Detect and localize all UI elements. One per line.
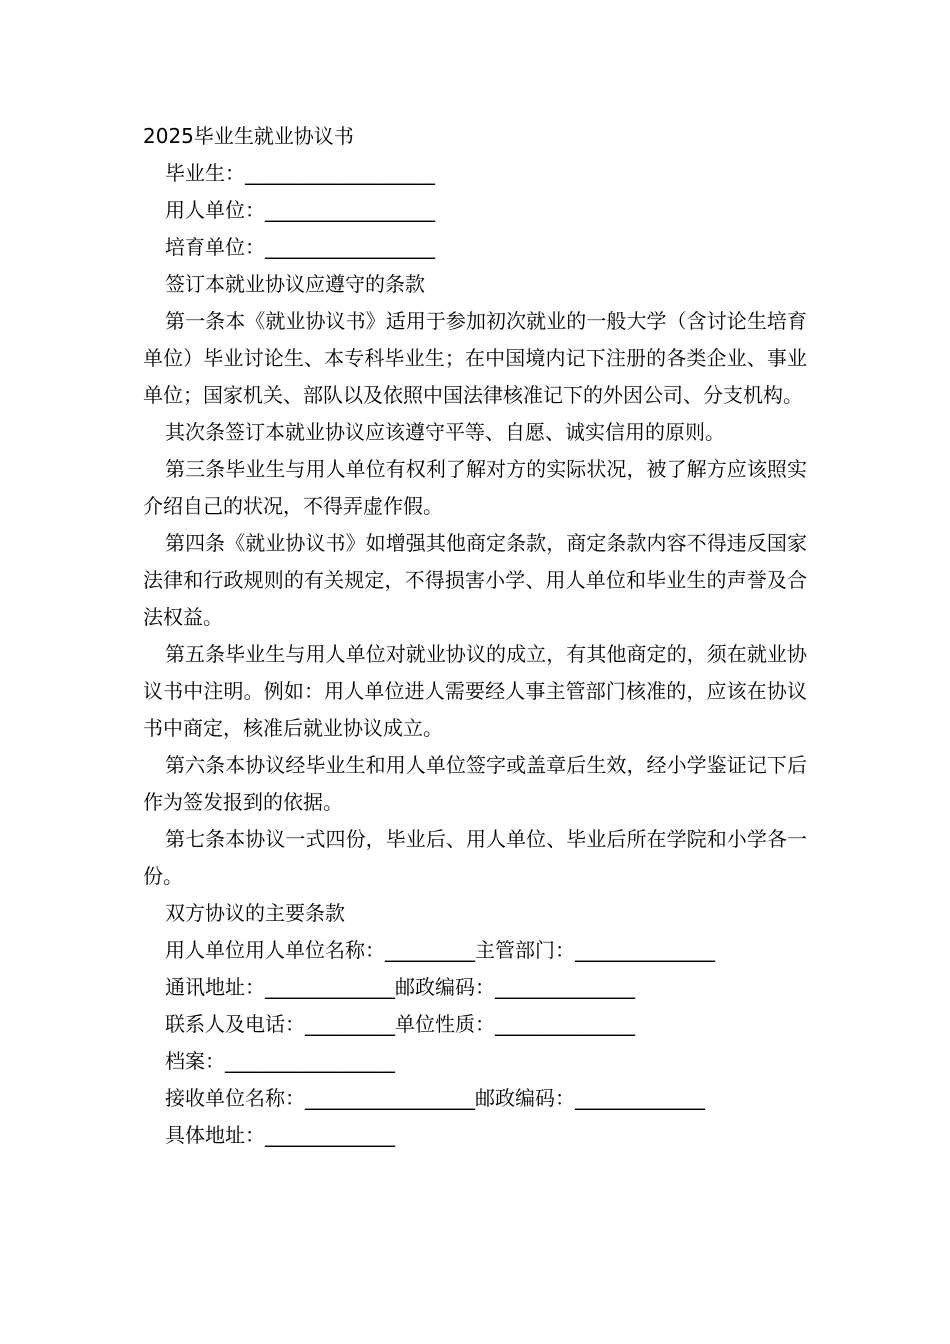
document-title: 2025毕业生就业协议书 xyxy=(143,124,354,148)
field-employer: 用人单位：_________________ xyxy=(165,198,435,222)
article-6: 第六条本协议经毕业生和用人单位签字或盖章后生效，经小学鉴证记下后作为签发报到的依据。 xyxy=(143,753,807,814)
article-5: 第五条毕业生与用人单位对就业协议的成立，有其他商定的，须在就业协议书中注明。例如：用人单位进人需要经人事主管部门核准的，应该在协议书中商定，核准后就业协议成立。 xyxy=(143,642,807,740)
article-4: 第四条《就业协议书》如增强其他商定条款，商定条款内容不得违反国家法律和行政规则的有关规定，不得损害小学、用人单位和毕业生的声誉及合法权益。 xyxy=(143,531,807,629)
form-line-employer-name: 用人单位用人单位名称：_________主管部门：______________ xyxy=(165,938,715,962)
field-graduate: 毕业生：___________________ xyxy=(165,161,435,185)
article-3: 第三条毕业生与用人单位有权利了解对方的实际状况，被了解方应该照实介绍自己的状况，不得弄虚作假。 xyxy=(143,457,807,518)
form-line-receiving-unit: 接收单位名称：_________________邮政编码：_____________ xyxy=(165,1086,705,1110)
section-heading-terms: 签订本就业协议应遵守的条款 xyxy=(165,272,425,296)
section-heading-main-terms: 双方协议的主要条款 xyxy=(165,901,345,925)
field-training-unit: 培育单位：_________________ xyxy=(165,235,435,259)
form-line-archive: 档案：_________________ xyxy=(165,1049,395,1073)
form-line-address: 通讯地址：_____________邮政编码：______________ xyxy=(165,975,635,999)
form-line-contact: 联系人及电话：_________单位性质：______________ xyxy=(165,1012,635,1036)
document-page xyxy=(143,118,807,1154)
article-2: 其次条签订本就业协议应该遵守平等、自愿、诚实信用的原则。 xyxy=(165,420,725,444)
article-7: 第七条本协议一式四份，毕业后、用人单位、毕业后所在学院和小学各一份。 xyxy=(143,827,807,888)
article-1: 第一条本《就业协议书》适用于参加初次就业的一般大学（含讨论生培育单位）毕业讨论生、本专科毕业生；在中国境内记下注册的各类企业、事业单位；国家机关、部队以及依照中国法律核准记下的外因公司、分支机构。 xyxy=(143,309,807,407)
form-line-detail-address: 具体地址：_____________ xyxy=(165,1123,395,1147)
